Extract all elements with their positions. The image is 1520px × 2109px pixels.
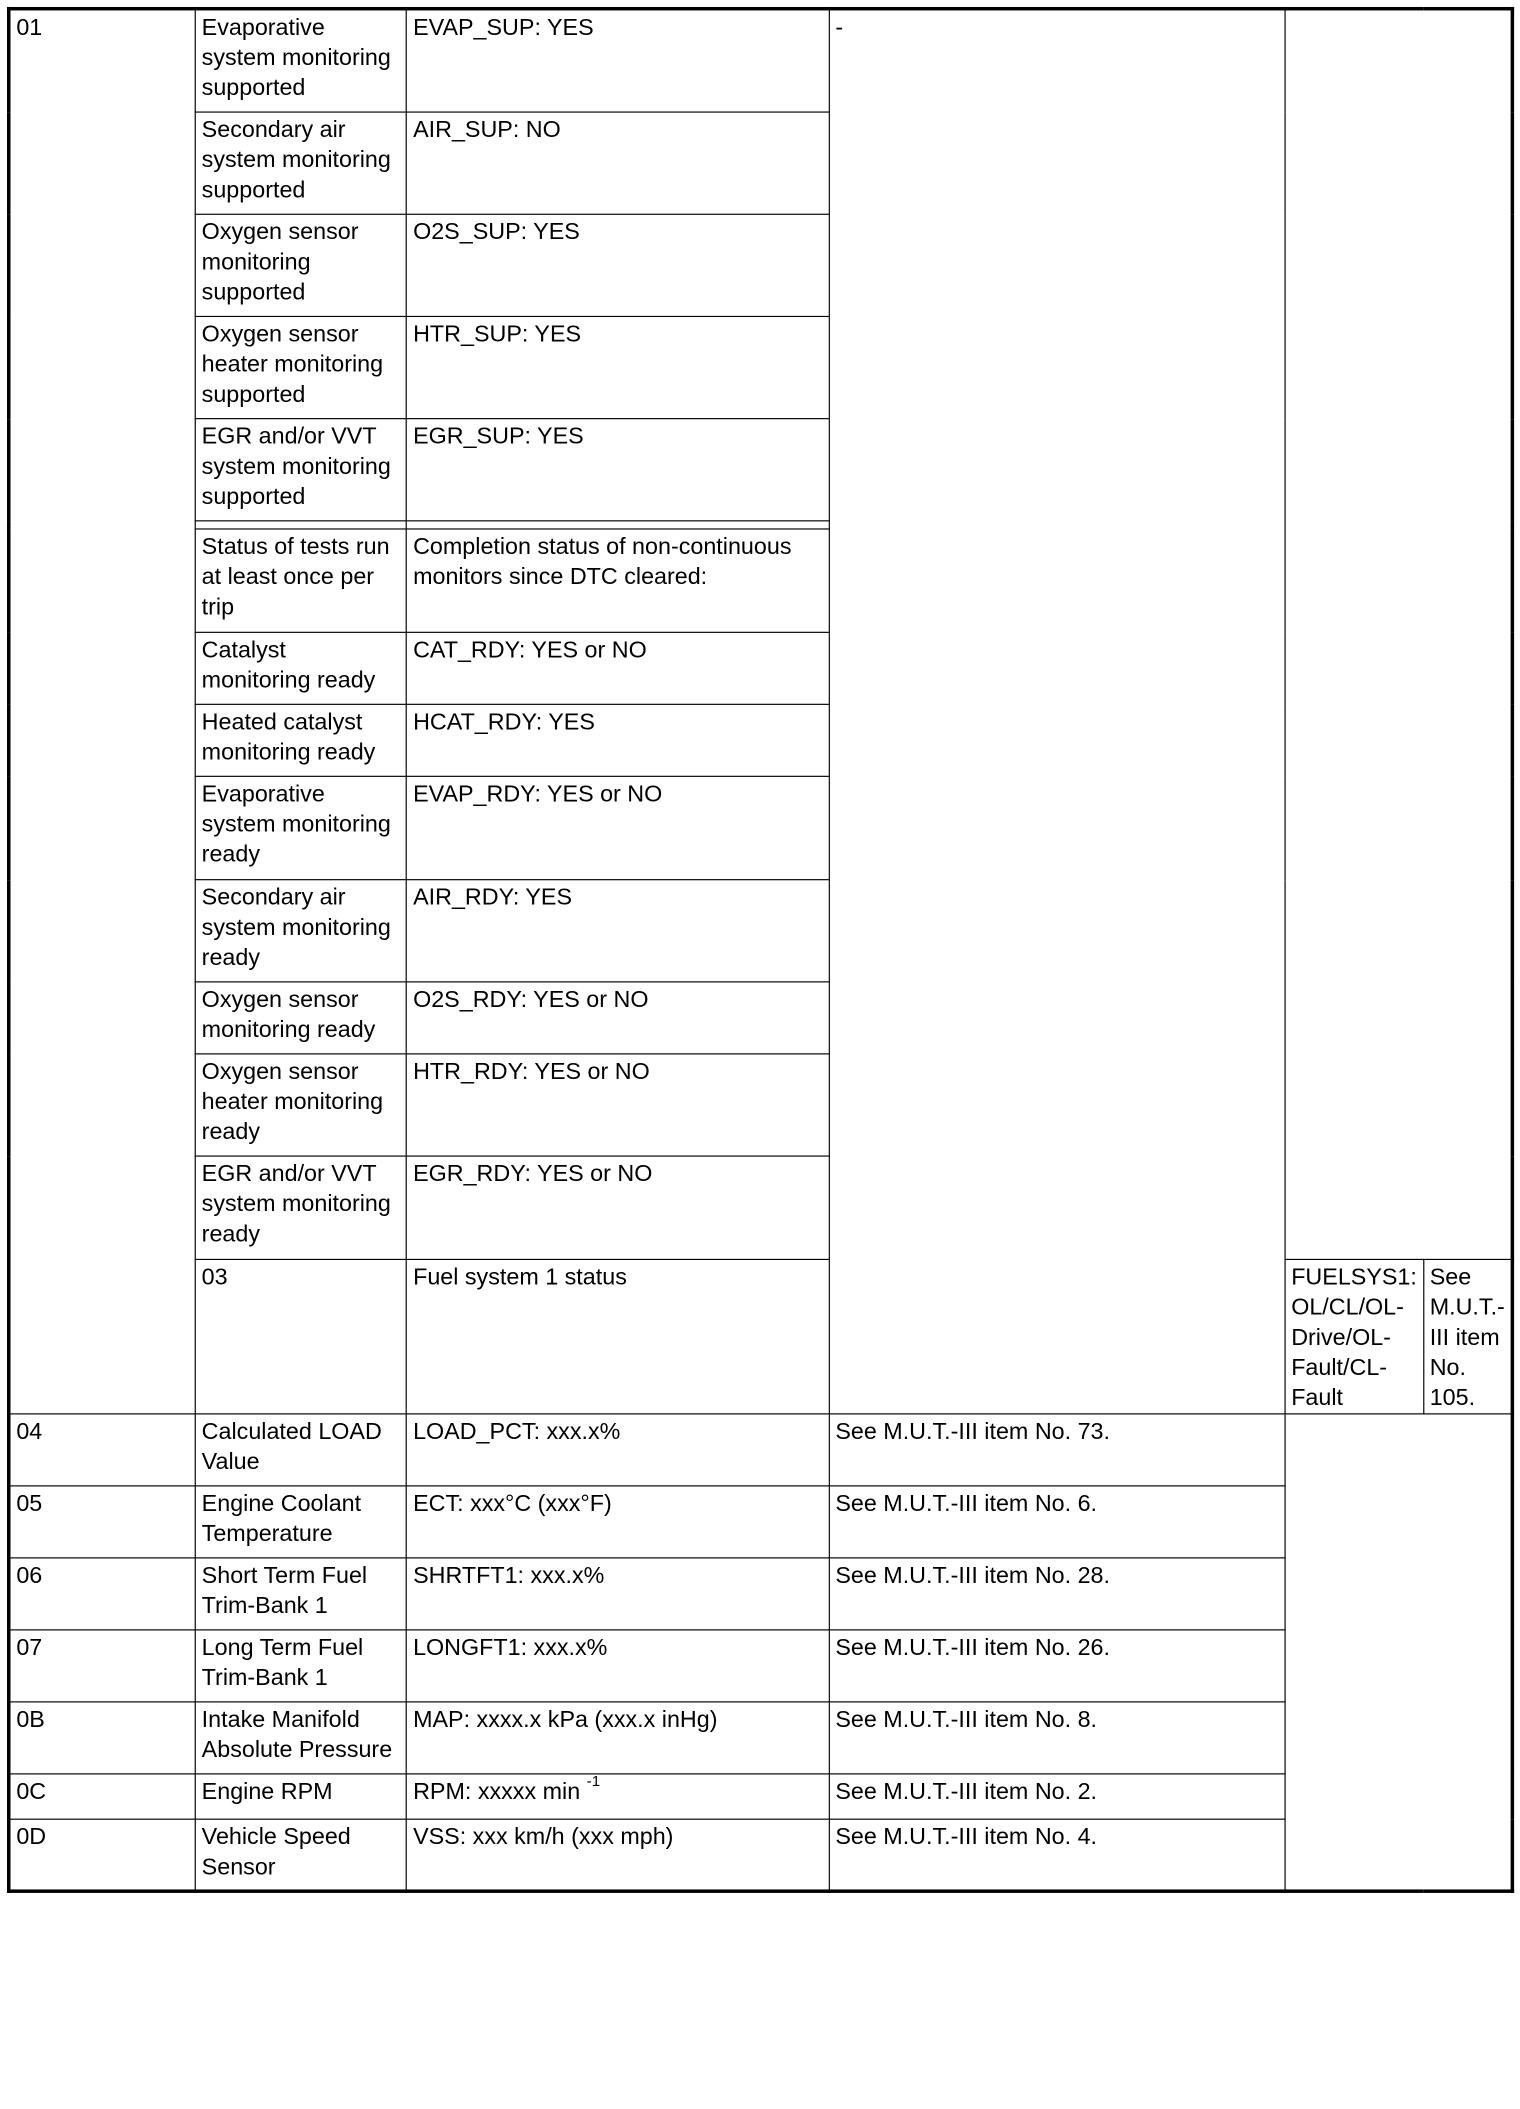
table-row: [9, 1486, 1513, 1558]
value-cell: [407, 1774, 829, 1819]
pid-cell: 07: [9, 1630, 196, 1702]
ref-cell: See M.U.T.-III item No. 26.: [829, 1630, 1285, 1702]
ref-cell: See M.U.T.-III item No. 4.: [829, 1819, 1285, 1891]
table-spacer-row: [9, 521, 1513, 529]
table-row: [9, 1630, 1513, 1702]
ref-cell: See M.U.T.-III item No. 28.: [829, 1558, 1285, 1630]
value-cell: EVAP_RDY: YES or NO: [407, 776, 829, 879]
table-row: [9, 1054, 1513, 1156]
item-cell: Oxygen sensor monitoring supported: [195, 214, 406, 316]
table-row: [9, 1414, 1513, 1486]
table-row: [9, 9, 1513, 112]
table-row: [9, 1702, 1513, 1774]
item-cell: Vehicle Speed Sensor: [195, 1819, 406, 1891]
value-cell: EGR_RDY: YES or NO: [407, 1156, 829, 1259]
value-cell: HTR_SUP: YES: [407, 316, 829, 418]
value-cell: HCAT_RDY: YES: [407, 704, 829, 776]
ref-cell: See M.U.T.-III item No. 2.: [829, 1774, 1285, 1819]
value-cell: O2S_RDY: YES or NO: [407, 982, 829, 1054]
spacer-cell: [195, 521, 406, 529]
value-cell: EVAP_SUP: YES: [407, 9, 829, 112]
pid-cell: 03: [195, 1259, 406, 1413]
obd-pid-table: [7, 7, 1514, 1893]
item-cell: Oxygen sensor heater monitoring supported: [195, 316, 406, 418]
item-cell: Status of tests run at least once per trip: [195, 529, 406, 632]
item-cell: Calculated LOAD Value: [195, 1414, 406, 1486]
table-row: [9, 776, 1513, 879]
value-cell: Completion status of non-continuous monitors since DTC cleared:: [407, 529, 829, 632]
item-cell: Secondary air system monitoring ready: [195, 880, 406, 982]
table-row: [9, 419, 1513, 521]
item-cell: EGR and/or VVT system monitoring supported: [195, 419, 406, 521]
value-cell: LONGFT1: xxx.x%: [407, 1630, 829, 1702]
table-row: [9, 704, 1513, 776]
pid-cell: 0D: [9, 1819, 196, 1891]
item-cell: Fuel system 1 status: [407, 1259, 829, 1413]
value-cell: LOAD_PCT: xxx.x%: [407, 1414, 829, 1486]
item-cell: Engine Coolant Temperature: [195, 1486, 406, 1558]
item-cell: Heated catalyst monitoring ready: [195, 704, 406, 776]
pid-cell: 0B: [9, 1702, 196, 1774]
item-cell: Evaporative system monitoring supported: [195, 9, 406, 112]
table-row: [9, 1259, 1513, 1413]
value-cell: SHRTFT1: xxx.x%: [407, 1558, 829, 1630]
item-cell: Oxygen sensor heater monitoring ready: [195, 1054, 406, 1156]
ref-cell: See M.U.T.-III item No. 73.: [829, 1414, 1285, 1486]
value-cell: ECT: xxx°C (xxx°F): [407, 1486, 829, 1558]
value-cell: CAT_RDY: YES or NO: [407, 632, 829, 704]
spacer-cell: [407, 521, 829, 529]
pid-cell: 0C: [9, 1774, 196, 1819]
pid-cell: 05: [9, 1486, 196, 1558]
value-cell: HTR_RDY: YES or NO: [407, 1054, 829, 1156]
value-cell: VSS: xxx km/h (xxx mph): [407, 1819, 829, 1891]
item-cell: Secondary air system monitoring supported: [195, 112, 406, 214]
ref-cell: See M.U.T.-III item No. 8.: [829, 1702, 1285, 1774]
item-cell: Intake Manifold Absolute Pressure: [195, 1702, 406, 1774]
ref-cell: See M.U.T.-III item No. 6.: [829, 1486, 1285, 1558]
table-row: [9, 1558, 1513, 1630]
value-cell: FUELSYS1: OL/CL/OL-Drive/OL-Fault/CL-Fault: [1285, 1259, 1424, 1413]
value-cell: AIR_SUP: NO: [407, 112, 829, 214]
table-row: [9, 529, 1513, 632]
value-cell: AIR_RDY: YES: [407, 880, 829, 982]
value-cell: O2S_SUP: YES: [407, 214, 829, 316]
item-cell: Engine RPM: [195, 1774, 406, 1819]
table-row: [9, 214, 1513, 316]
note-cell: -: [829, 9, 1285, 1414]
item-cell: EGR and/or VVT system monitoring ready: [195, 1156, 406, 1259]
table-row: [9, 1774, 1513, 1819]
pid-cell: 06: [9, 1558, 196, 1630]
item-cell: Long Term Fuel Trim-Bank 1: [195, 1630, 406, 1702]
table-row: [9, 982, 1513, 1054]
table-row: [9, 632, 1513, 704]
value-cell: EGR_SUP: YES: [407, 419, 829, 521]
item-cell: Catalyst monitoring ready: [195, 632, 406, 704]
table-row: [9, 316, 1513, 418]
ref-cell: See M.U.T.-III item No. 105.: [1423, 1259, 1512, 1413]
table-row: [9, 1156, 1513, 1259]
item-cell: Short Term Fuel Trim-Bank 1: [195, 1558, 406, 1630]
table-row: [9, 112, 1513, 214]
pid-cell: 01: [9, 9, 196, 1414]
table-row: [9, 1819, 1513, 1891]
value-text: RPM: xxxxx min: [413, 1779, 581, 1805]
value-superscript: -1: [586, 1773, 601, 1790]
item-cell: Evaporative system monitoring ready: [195, 776, 406, 879]
value-cell: MAP: xxxx.x kPa (xxx.x inHg): [407, 1702, 829, 1774]
pid-cell: 04: [9, 1414, 196, 1486]
table-row: [9, 880, 1513, 982]
item-cell: Oxygen sensor monitoring ready: [195, 982, 406, 1054]
